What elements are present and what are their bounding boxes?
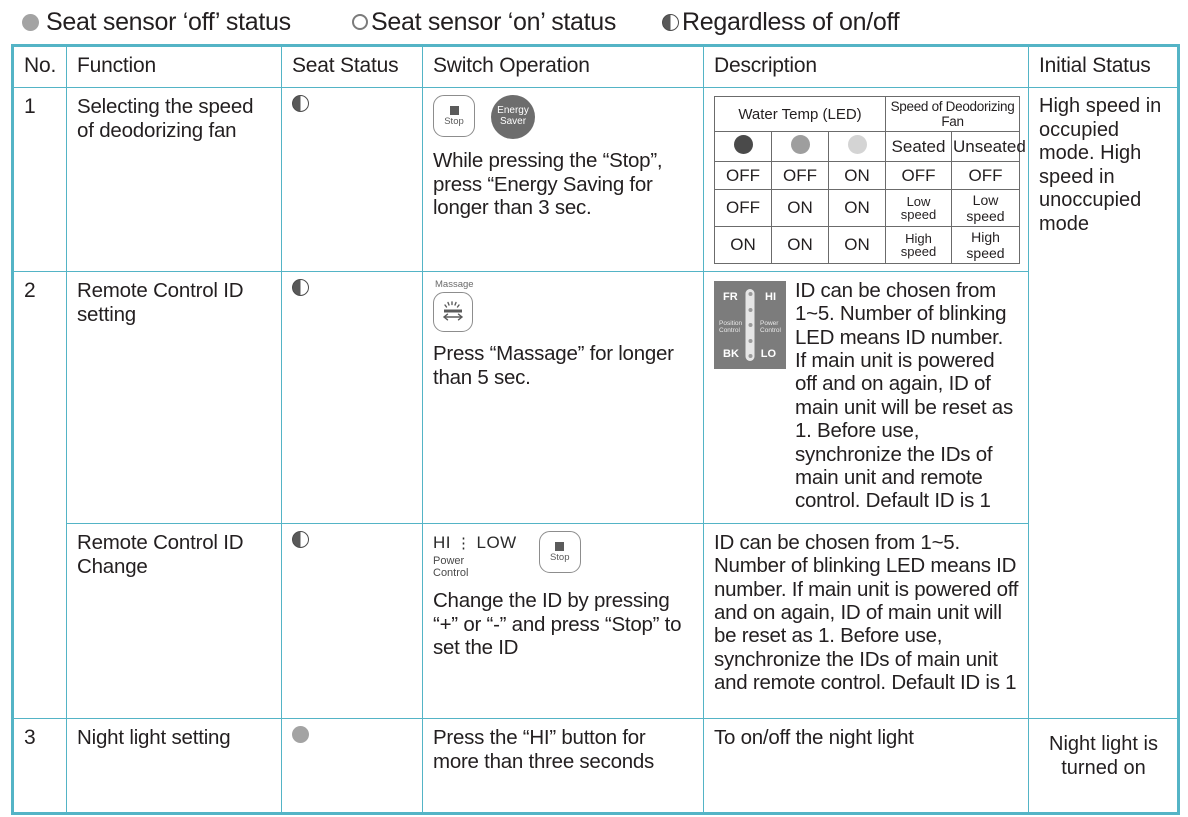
energy-saver-label-line2: Saver (499, 116, 527, 127)
row3-function-text: Night light setting (77, 726, 231, 749)
massage-button-group (433, 279, 694, 332)
legend-label-regardless: Regardless of on/off (682, 7, 900, 36)
hi-label: HI (433, 533, 451, 552)
row2-function (67, 272, 282, 524)
led-cell: ON (715, 227, 772, 264)
row3-function (67, 719, 282, 814)
row3-switch-operation (423, 719, 704, 814)
filled-circle-icon (22, 14, 39, 31)
led-dot-icon (748, 339, 752, 343)
stop-button-label: Stop (549, 551, 570, 563)
led-indicator-light (829, 132, 886, 162)
header-switch-operation: Switch Operation (423, 46, 704, 88)
led-table-row (715, 227, 1020, 264)
led-circle-light-icon (848, 135, 867, 154)
power-control-group (433, 531, 694, 579)
table-row (13, 272, 1179, 524)
row3-switch-text: Press the “HI” button for more than three seconds (433, 726, 655, 773)
open-circle-icon (352, 14, 368, 30)
legend-label-seat-off: Seat sensor ‘off’ status (46, 7, 291, 36)
led-fan-speed-table (714, 96, 1026, 264)
row2-description (704, 272, 1029, 524)
row1-switch-operation (423, 88, 704, 272)
led-cell: ON (772, 190, 829, 227)
row2b-description-text: ID can be chosen from 1~5. Number of blinking LED means ID number. If main unit is powered off and on again, ID of main unit will be reset as 1. Before use, synchronize the IDs of main unit and remote control. Default ID is 1 (714, 531, 1019, 695)
header-function: Function (67, 46, 282, 88)
led-cell: OFF (715, 190, 772, 227)
power-control-line2: Control (433, 567, 469, 580)
led-circle-dark-icon (734, 135, 753, 154)
hi-low-indicator (433, 531, 517, 579)
led-cell: ON (829, 162, 886, 190)
row1-function (67, 88, 282, 272)
legend-item-seat-on (352, 8, 662, 37)
header-initial-status: Initial Status (1029, 46, 1179, 88)
row2-no: 2 (13, 272, 67, 719)
led-table-header-row (715, 97, 1020, 132)
led-cell: ON (829, 190, 886, 227)
led-dot-icon (748, 292, 752, 296)
led-table-row (715, 162, 1020, 190)
row2-switch-text: Press “Massage” for longer than 5 sec. (433, 342, 674, 389)
led-circle-medium-icon (791, 135, 810, 154)
led-cell: OFF (772, 162, 829, 190)
stop-button-label: Stop (444, 115, 464, 127)
legend-item-regardless (662, 8, 899, 37)
table-header-row (13, 46, 1179, 88)
massage-button[interactable] (433, 292, 473, 332)
remote-label-hi: HI (765, 291, 776, 303)
led-table-water-temp-header: Water Temp (LED) (715, 97, 886, 132)
led-dot-icon (748, 308, 752, 312)
led-table-seated-header: Seated (886, 132, 952, 162)
seated-cell: Low speed (886, 190, 952, 227)
half-circle-icon (292, 531, 309, 548)
led-cell: ON (772, 227, 829, 264)
stop-button[interactable] (539, 531, 581, 573)
stop-button[interactable] (433, 95, 475, 137)
stop-square-icon (450, 106, 459, 115)
legend-item-seat-off (22, 8, 352, 37)
remote-position-control-label: Position Control (719, 320, 743, 335)
massage-button-caption: Massage (435, 279, 474, 290)
row2b-seat-status (282, 524, 423, 719)
filled-circle-icon (292, 726, 309, 743)
row2-description-content (714, 279, 1019, 513)
header-seat-status: Seat Status (282, 46, 423, 88)
remote-control-panel-illustration (714, 281, 786, 369)
power-control-line1: Power (433, 555, 465, 567)
led-cell: ON (829, 227, 886, 264)
row3-description-text: To on/off the night light (714, 726, 914, 749)
energy-saver-button[interactable] (491, 95, 535, 139)
led-dot-icon (748, 323, 752, 327)
row2b-description (704, 524, 1029, 719)
header-description: Description (704, 46, 1029, 88)
row1-function-text: Selecting the speed of deodorizing fan (77, 95, 254, 142)
unseated-cell: High speed (952, 227, 1020, 264)
low-label: LOW (476, 533, 517, 552)
led-indicator-medium (772, 132, 829, 162)
row1-initial-status: High speed in occupied mode. High speed in unoccupied mode (1029, 88, 1179, 719)
table-row (13, 719, 1179, 814)
led-table-fan-speed-header: Speed of Deodorizing Fan (886, 97, 1020, 132)
row2-switch-operation (423, 272, 704, 524)
massage-glyph-icon (440, 300, 466, 324)
energy-saver-label-line1: Energy (497, 105, 529, 117)
remote-led-strip (746, 289, 755, 361)
half-circle-icon (292, 279, 309, 296)
remote-label-bk: BK (723, 348, 739, 360)
row2b-function (67, 524, 282, 719)
row3-no: 3 (13, 719, 67, 814)
row2b-switch-text: Change the ID by pressing “+” or “-” and press “Stop” to set the ID (433, 589, 682, 660)
row1-seat-status (282, 88, 423, 272)
row1-description (704, 88, 1029, 272)
row2b-function-text: Remote Control ID Change (77, 531, 244, 578)
remote-power-control-label: Power Control (760, 320, 781, 335)
row2-description-text: ID can be chosen from 1~5. Number of blinking LED means ID number. If main unit is powered off and on again, ID of main unit will be reset as 1. Before use, synchronize the IDs of main unit and remote control. Default ID is 1 (795, 279, 1013, 513)
function-table (11, 44, 1180, 815)
seated-cell: High speed (886, 227, 952, 264)
hi-low-labels (433, 533, 517, 553)
led-table-row (715, 190, 1020, 227)
half-circle-icon (662, 14, 679, 31)
led-indicator-dark (715, 132, 772, 162)
led-table-unseated-header: Unseated (952, 132, 1020, 162)
row3-initial-status: Night light is turned on (1029, 719, 1179, 814)
row1-button-group (433, 95, 694, 139)
legend (0, 0, 1188, 44)
led-dot-icon (748, 354, 752, 358)
remote-label-lo: LO (760, 348, 776, 360)
row2-function-text: Remote Control ID setting (77, 279, 244, 326)
legend-label-seat-on: Seat sensor ‘on’ status (371, 7, 617, 36)
separator-icon: ⋮ (456, 535, 472, 552)
row3-description (704, 719, 1029, 814)
led-cell: OFF (715, 162, 772, 190)
unseated-cell: OFF (952, 162, 1020, 190)
led-table-subheader-row (715, 132, 1020, 162)
table-row (13, 524, 1179, 719)
row2b-switch-operation (423, 524, 704, 719)
row3-seat-status (282, 719, 423, 814)
header-no: No. (13, 46, 67, 88)
half-circle-icon (292, 95, 309, 112)
stop-square-icon (555, 542, 564, 551)
row1-no: 1 (13, 88, 67, 272)
seated-cell: OFF (886, 162, 952, 190)
unseated-cell: Low speed (952, 190, 1020, 227)
row1-switch-text: While pressing the “Stop”, press “Energy Saving for longer than 3 sec. (433, 149, 663, 220)
row2-seat-status (282, 272, 423, 524)
remote-label-fr: FR (723, 291, 738, 303)
power-control-caption (433, 555, 517, 579)
table-row (13, 88, 1179, 272)
